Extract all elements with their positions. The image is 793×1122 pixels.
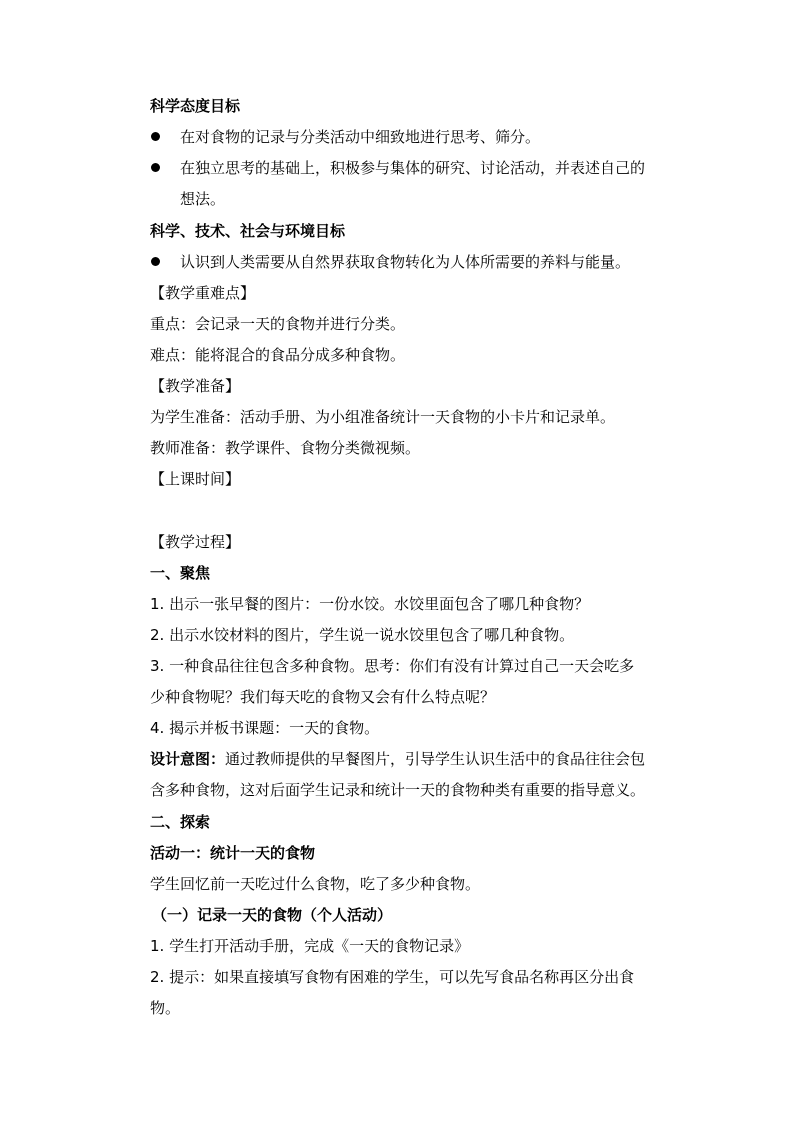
key-points-header: 【教学重难点】 xyxy=(150,284,256,302)
bullet-icon xyxy=(151,132,160,141)
prep-header: 【教学准备】 xyxy=(150,377,241,395)
bullet-icon xyxy=(151,257,160,266)
attitude-item-2-cont: 想法。 xyxy=(180,190,226,208)
sub1-title: （一）记录一天的食物（个人活动） xyxy=(152,906,393,924)
sub1-item-2: 2. 提示：如果直接填写食物有困难的学生，可以先写食品名称再区分出食 xyxy=(150,968,635,986)
design-text: 通过教师提供的早餐图片，引导学生认识生活中的食品往往会包 xyxy=(225,750,646,768)
attitude-item-1: 在对食物的记录与分类活动中细致地进行思考、筛分。 xyxy=(180,128,541,146)
heading-sts: 科学、技术、社会与环境目标 xyxy=(150,222,346,240)
time-header: 【上课时间】 xyxy=(150,470,241,488)
sub1-item-2-cont: 物。 xyxy=(150,999,181,1017)
design-intent xyxy=(150,749,680,769)
section2-title: 二、探索 xyxy=(150,813,211,831)
prep-teacher: 教师准备：教学课件、食物分类微视频。 xyxy=(150,439,421,457)
design-intent-cont: 含多种食物，这对后面学生记录和统计一天的食物种类有重要的指导意义。 xyxy=(150,781,646,799)
focus-item-1: 1. 出示一张早餐的图片：一份水饺。水饺里面包含了哪几种食物？ xyxy=(150,595,590,613)
key-point: 重点：会记录一天的食物并进行分类。 xyxy=(150,315,406,333)
activity1-intro: 学生回忆前一天吃过什么食物，吃了多少种食物。 xyxy=(150,875,481,893)
sub1-item-1: 1. 学生打开活动手册，完成《一天的食物记录》 xyxy=(150,937,470,955)
prep-students: 为学生准备：活动手册、为小组准备统计一天食物的小卡片和记录单。 xyxy=(150,408,616,426)
activity1-title: 活动一：统计一天的食物 xyxy=(150,844,316,862)
focus-item-2: 2. 出示水饺材料的图片，学生说一说水饺里包含了哪几种食物。 xyxy=(150,626,575,644)
section1-title: 一、聚焦 xyxy=(150,564,211,582)
design-label: 设计意图： xyxy=(150,750,226,768)
sts-item: 认识到人类需要从自然界获取食物转化为人体所需要的养料与能量。 xyxy=(180,253,631,271)
heading-attitude: 科学态度目标 xyxy=(150,97,241,115)
focus-item-3-cont: 少种食物呢？我们每天吃的食物又会有什么特点呢？ xyxy=(150,688,496,706)
attitude-item-2: 在独立思考的基础上，积极参与集体的研究、讨论活动，并表述自己的 xyxy=(180,159,646,177)
focus-item-3: 3. 一种食品往往包含多种食物。思考：你们有没有计算过自己一天会吃多 xyxy=(150,657,635,675)
focus-item-4: 4. 揭示并板书课题：一天的食物。 xyxy=(150,719,380,737)
process-header: 【教学过程】 xyxy=(150,533,241,551)
difficult-point: 难点：能将混合的食品分成多种食物。 xyxy=(150,346,406,364)
bullet-icon xyxy=(151,163,160,172)
